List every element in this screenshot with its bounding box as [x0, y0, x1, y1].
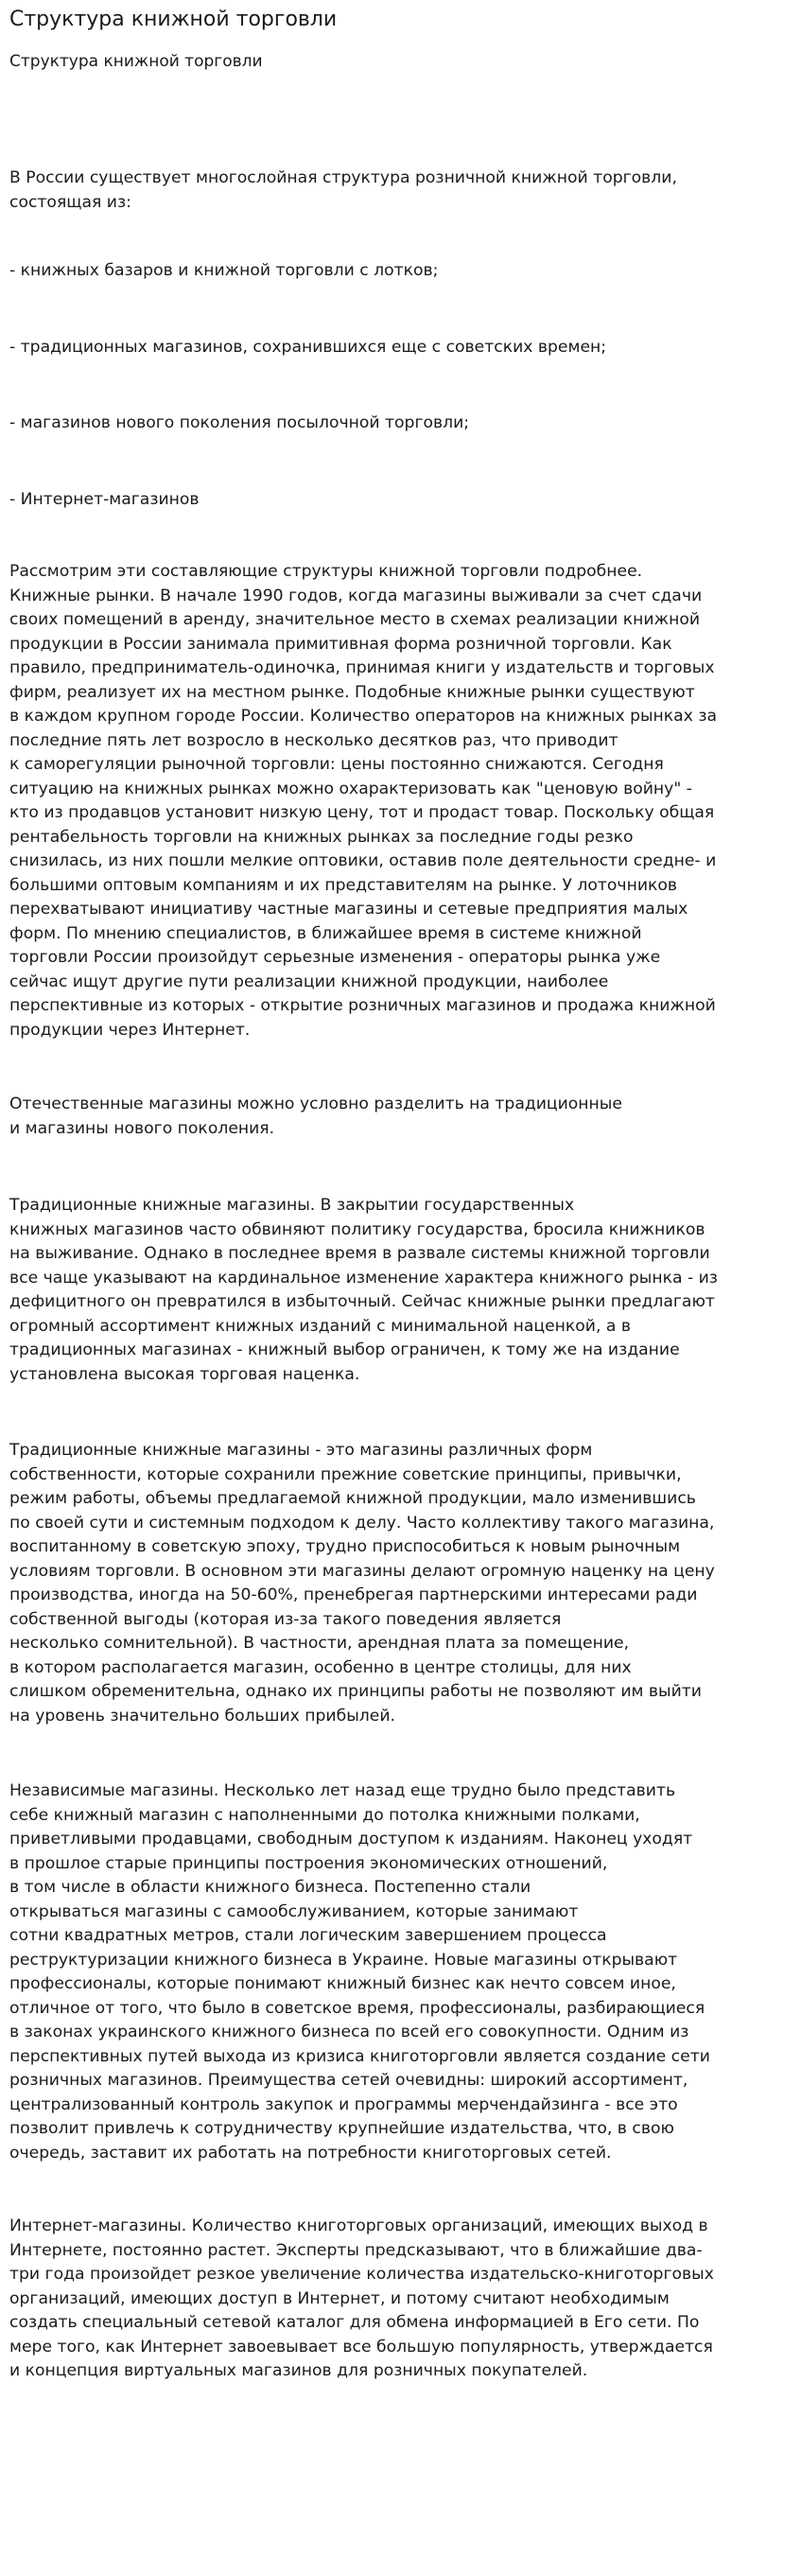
paragraph-traditional-stores-2: Традиционные книжные магазины - это магазины различных форм собственности, которые сохранили прежние советские принципы, привычки, режим работы, объемы предлагаемой книжной продукции, мало изменившись по своей сути и системным подходом к делу. Часто коллективу такого магазина, воспитанному в советскую эпоху, трудно приспособиться к новым рыночным условиям торговли. В основном эти магазины делают огромную наценку на цену производства, иногда на 50-60%, пренебрегая партнерскими интересами ради собственной выгоды (которая из-за такого поведения является несколько сомнительной). В частности, арендная плата за помещение, в котором располагается магазин, особенно в центре столицы, для них слишком обременительна, однако их принципы работы не позволяют им выйти на уровень значительно больших прибылей.: [9, 1441, 715, 1726]
paragraph-independent-stores: Независимые магазины. Несколько лет назад еще трудно было представить себе книжный магазин с наполненными до потолка книжными полками, приветливыми продавцами, свободным доступом к изданиям. Наконец уходят в прошлое старые принципы построения экономических отношений, в том числе в области книжного бизнеса. Постепенно стали открываться магазины с самообслуживанием, которые занимают сотни квадратных метров, стали логическим завершением процесса реструктуризации книжного бизнеса в Украине. Новые магазины открывают профессионалы, которые понимают книжный бизнес как нечто совсем иное, отличное от того, что было в советское время, профессионалы, разбирающиеся в законах украинского книжного бизнеса по всей его совокупности. Одним из перспективных путей выхода из кризиса книготорговли является создание сети розничных магазинов. Преимущества сетей очевидны: широкий ассортимент, централизованный контроль закупок и программы мерчендайзинга - все это позволит привлечь к сотрудничеству крупнейшие издательства, что, в свою очередь, заставит их работать на потребности книготорговых сетей.: [9, 1781, 710, 2163]
list-item-online-stores: - Интернет-магазинов: [9, 489, 200, 509]
list-item-traditional-stores: - традиционных магазинов, сохранившихся еще с советских времен;: [9, 337, 607, 357]
page-title: Структура книжной торговли: [9, 8, 338, 31]
paragraph-traditional-stores-1: Традиционные книжные магазины. В закрытии государственных книжных магазинов часто обвиняют политику государства, бросила книжников на выживание. Однако в последнее время в развале системы книжной торговли все чаще указывают на кардинальное изменение характера книжного рынка - из дефицитного он превратился в избыточный. Сейчас книжные рынки предлагают огромный ассортимент книжных изданий с минимальной наценкой, а в традиционных магазинах - книжный выбор ограничен, к тому же на издание установлена высокая торговая наценка.: [9, 1196, 718, 1384]
article-subtitle: Структура книжной торговли: [9, 52, 263, 71]
paragraph-intro: В России существует многослойная структура розничной книжной торговли, состоящая из:: [9, 168, 677, 212]
paragraph-book-markets: Рассмотрим эти составляющие структуры книжной торговли подробнее. Книжные рынки. В начале 1990 годов, когда магазины выживали за счет сдачи своих помещений в аренду, значительное место в схемах реализации книжной продукции в России занимала примитивная форма розничной торговли. Как правило, предприниматель-одиночка, принимая книги у издательств и торговых фирм, реализует их на местном рынке. Подобные книжные рынки существуют в каждом крупном городе России. Количество операторов на книжных рынках за последние пять лет возросло в несколько десятков раз, что приводит к саморегуляции рыночной торговли: цены постоянно снижаются. Сегодня ситуацию на книжных рынках можно охарактеризовать как "ценовую войну" - кто из продавцов установит низкую цену, тот и продаст товар. Поскольку общая рентабельность торговли на книжных рынках за последние годы резко снизилась, из них пошли мелкие оптовики, оставив поле деятельности средне- и большими оптовым компаниям и их представителям на рынке. У лоточников перехватывают инициативу частные магазины и сетевые предприятия малых форм. По мнению специалистов, в ближайшее время в системе книжной торговли России произойдут серьезные изменения - операторы рынка уже сейчас ищут другие пути реализации книжной продукции, наиболее перспективные из которых - открытие розничных магазинов и продажа книжной продукции через Интернет.: [9, 562, 718, 1040]
paragraph-online-stores: Интернет-магазины. Количество книготорговых организаций, имеющих выход в Интернете, постоянно растет. Эксперты предсказывают, что в ближайшие два- три года произойдет резкое увеличение количества издательско-книготорговых организаций, имеющих доступ в Интернет, и потому считают необходимым создать специальный сетевой каталог для обмена информацией в Его сети. По мере того, как Интернет завоевывает все большую популярность, утверждается и концепция виртуальных магазинов для розничных покупателей.: [9, 2217, 714, 2380]
list-item-mail-order: - магазинов нового поколения посылочной торговли;: [9, 413, 470, 432]
paragraph-store-division: Отечественные магазины можно условно разделить на традиционные и магазины нового поколения.: [9, 1095, 622, 1138]
article-page: [0, 8, 801, 2384]
list-item-book-bazaars: - книжных базаров и книжной торговли с лотков;: [9, 261, 439, 280]
